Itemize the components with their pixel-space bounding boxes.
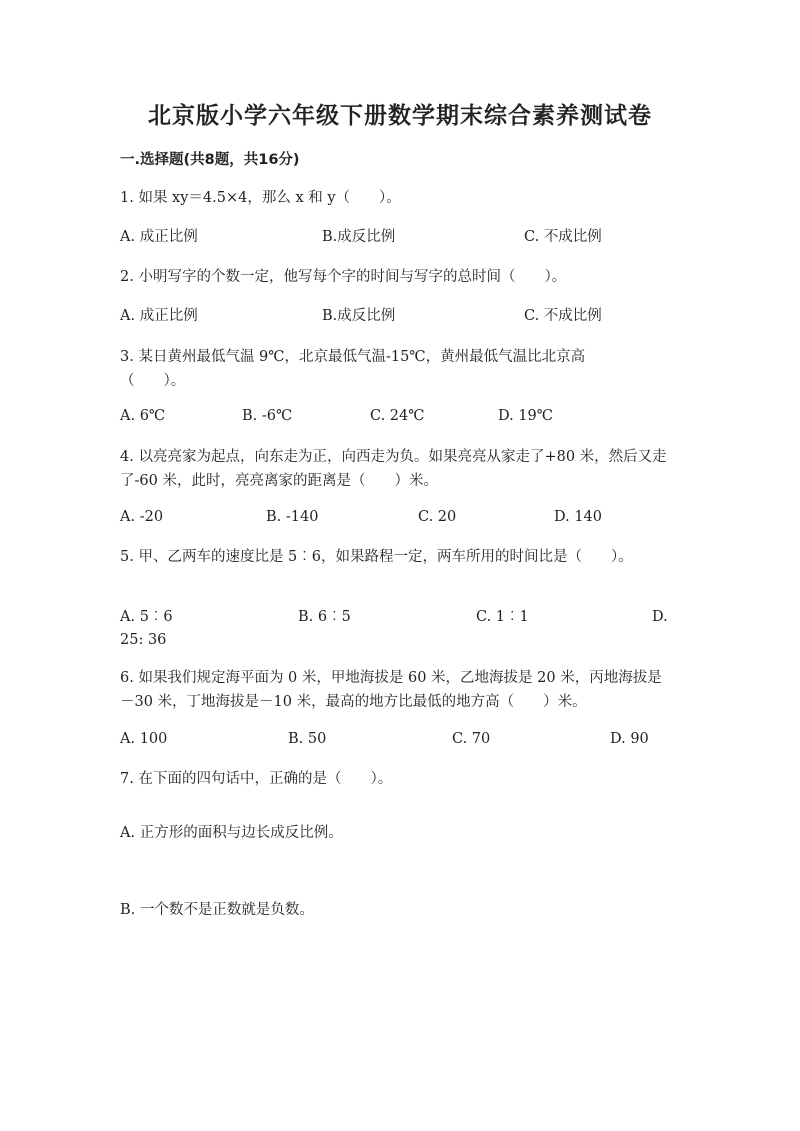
question-3-stem: 3. 某日黄州最低气温 9℃，北京最低气温-15℃，黄州最低气温比北京高（ ）。 [120, 349, 586, 389]
question-2-option-a: A. 成正比例 [120, 308, 198, 324]
question-2-stem: 2. 小明写字的个数一定，他写每个字的时间与写字的总时间（ ）。 [120, 269, 567, 285]
question-1-stem: 1. 如果 xy＝4.5×4，那么 x 和 y（ ）。 [120, 190, 401, 206]
question-6-option-c: C. 70 [452, 731, 491, 747]
question-3-option-a: A. 6℃ [120, 408, 166, 424]
question-4-option-b: B. -140 [266, 509, 319, 525]
question-2-option-c: C. 不成比例 [524, 308, 602, 324]
question-6-option-a: A. 100 [120, 731, 168, 747]
question-6-option-d: D. 90 [610, 731, 649, 747]
section-heading: 一.选择题(共8题，共16分) [120, 152, 300, 168]
question-4-option-c: C. 20 [418, 509, 457, 525]
question-3-option-b: B. -6℃ [242, 408, 293, 424]
page-title: 北京版小学六年级下册数学期末综合素养测试卷 [148, 103, 652, 129]
question-5-option-c: C. 1︰1 [476, 609, 529, 625]
question-5-option-b: B. 6︰5 [298, 609, 351, 625]
question-4-stem: 4. 以亮亮家为起点，向东走为正，向西走为负。如果亮亮从家走了+80 米，然后又走了-60 米，此时，亮亮离家的距离是（ ）米。 [120, 449, 667, 489]
question-5-option-d: D. 25: 36 [120, 609, 668, 648]
question-1-option-a: A. 成正比例 [120, 229, 198, 245]
question-6-option-b: B. 50 [288, 731, 327, 747]
question-4-option-d: D. 140 [554, 509, 603, 525]
question-7-option-b: B. 一个数不是正数就是负数。 [120, 902, 314, 918]
question-6-stem: 6. 如果我们规定海平面为 0 米，甲地海拔是 60 米，乙地海拔是 20 米，丙地海拔是－30 米，丁地海拔是－10 米，最高的地方比最低的地方高（ ）米。 [120, 670, 662, 710]
question-3-option-c: C. 24℃ [370, 408, 425, 424]
question-2-option-b: B.成反比例 [322, 308, 396, 324]
question-1-option-b: B.成反比例 [322, 229, 396, 245]
question-5-option-a: A. 5︰6 [120, 609, 173, 625]
question-5-stem: 5. 甲、乙两车的速度比是 5︰6，如果路程一定，两车所用的时间比是（ ）。 [120, 549, 633, 565]
question-7-stem: 7. 在下面的四句话中，正确的是（ ）。 [120, 771, 393, 787]
question-1-option-c: C. 不成比例 [524, 229, 602, 245]
question-4-option-a: A. -20 [120, 509, 164, 525]
question-7-option-a: A. 正方形的面积与边长成反比例。 [120, 825, 343, 841]
question-3-option-d: D. 19℃ [498, 408, 553, 424]
